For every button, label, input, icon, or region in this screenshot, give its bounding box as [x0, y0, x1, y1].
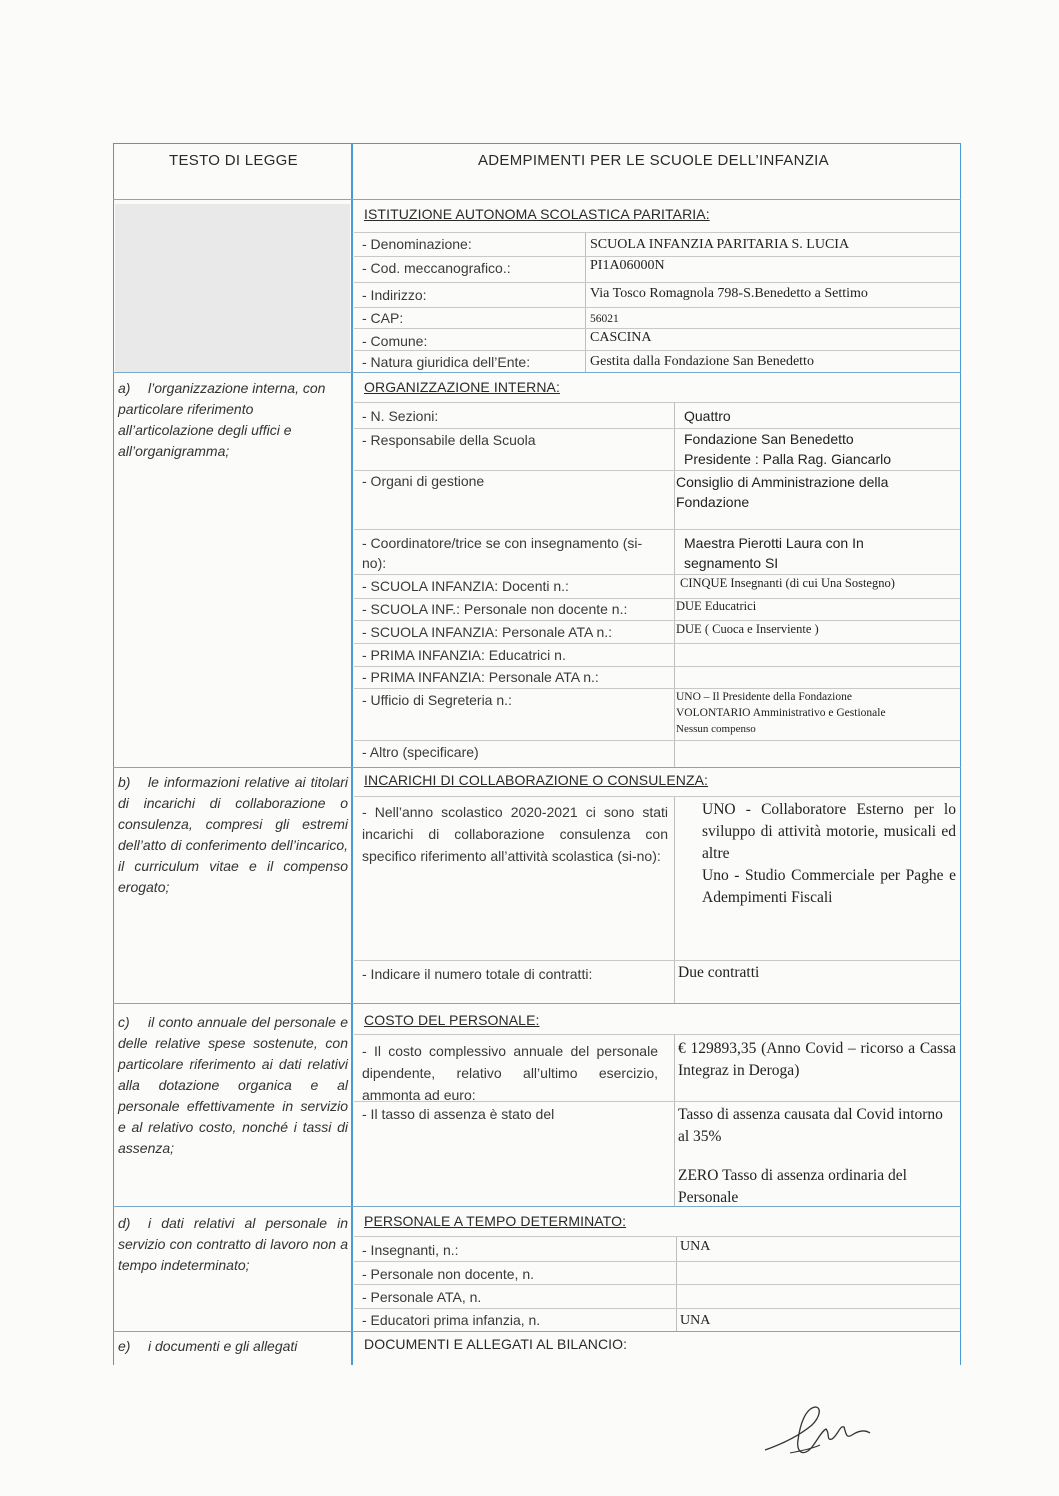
- field-value: € 129893,35 (Anno Covid – ricorso a Cassa Integraz in Deroga): [678, 1040, 956, 1079]
- row-line: [354, 307, 960, 308]
- row-line: [354, 1236, 960, 1237]
- field-value: Tasso di assenza causata dal Covid intorno al 35%: [678, 1106, 943, 1145]
- field-value: Presidente : Palla Rag. Giancarlo: [684, 451, 891, 467]
- field-label: - PRIMA INFANZIA: Personale ATA n.:: [362, 669, 599, 685]
- personale-title: PERSONALE A TEMPO DETERMINATO:: [364, 1213, 627, 1229]
- row-line: [354, 960, 960, 961]
- field-label: - Personale non docente, n.: [362, 1266, 535, 1282]
- law-text-b: [118, 772, 348, 898]
- field-label: - Educatori prima infanzia, n.: [362, 1312, 541, 1328]
- field-label: - Indirizzo:: [362, 287, 427, 303]
- header-left: TESTO DI LEGGE: [169, 152, 298, 169]
- row-line: [354, 1034, 960, 1035]
- law-text: i dati relativi al personale in servizio con contratto di lavoro non a tempo indeterminato;: [118, 1215, 348, 1273]
- row-line: [354, 350, 960, 351]
- row-line: [354, 470, 960, 471]
- row-line: [354, 574, 960, 575]
- field-label: - SCUOLA INF.: Personale non docente n.:: [362, 601, 628, 617]
- row-line: [354, 796, 960, 797]
- istituzione-title: ISTITUZIONE AUTONOMA SCOLASTICA PARITARIA:: [364, 206, 710, 222]
- field-value: Uno - Studio Commerciale per Paghe e Adempimenti Fiscali: [702, 867, 956, 906]
- law-text-c: [118, 1012, 348, 1159]
- column-divider: [351, 143, 353, 1365]
- row-line: [354, 1261, 960, 1262]
- field-label: - N. Sezioni:: [362, 408, 439, 424]
- field-label: - Altro (specificare): [362, 744, 479, 760]
- field-label: - SCUOLA INFANZIA: Docenti n.:: [362, 578, 569, 594]
- field-label: - Nell’anno scolastico 2020-2021 ci sono stati incarichi di collaborazione consulenza con specifico riferimento all’attività scolastica (si-no):: [362, 804, 668, 864]
- row-line: [354, 282, 960, 283]
- header-divider: [113, 199, 961, 200]
- inner-col: [674, 796, 675, 1003]
- row-divider: [113, 1003, 961, 1004]
- law-text: il conto annuale del personale e delle relative spese sostenute, con particolare riferimento ai dati relativi alla dotazione organica e al personale effettivamente in servizio e al relativo costo, nonché i tassi di assenza;: [118, 1014, 348, 1156]
- field-label: - Il tasso di assenza è stato del: [362, 1106, 555, 1122]
- field-value: UNA: [680, 1313, 711, 1328]
- row-line: [354, 1308, 960, 1309]
- field-value: Fondazione San Benedetto: [684, 431, 854, 447]
- field-label: - SCUOLA INFANZIA: Personale ATA n.:: [362, 624, 613, 640]
- field-label: - PRIMA INFANZIA: Educatrici n.: [362, 647, 566, 663]
- costo-title: COSTO DEL PERSONALE:: [364, 1012, 540, 1028]
- row-divider: [113, 1331, 961, 1332]
- section-letter: d): [118, 1215, 131, 1231]
- field-value: PI1A06000N: [590, 258, 665, 273]
- field-label: - Comune:: [362, 333, 428, 349]
- field-value: CINQUE Insegnanti (di cui Una Sostegno): [680, 576, 895, 590]
- row-line: [354, 1284, 960, 1285]
- field-value: Consiglio di Amministrazione della Fondazione: [676, 474, 889, 510]
- row-line: [354, 740, 960, 741]
- inner-col: [585, 232, 586, 372]
- row-divider: [113, 767, 961, 768]
- row-line: [354, 529, 960, 530]
- incarichi-title: INCARICHI DI COLLABORAZIONE O CONSULENZA:: [364, 772, 709, 788]
- section-letter: e): [118, 1338, 131, 1354]
- law-text-a: [118, 378, 348, 462]
- law-text: l’organizzazione interna, con particolare riferimento all’articolazione degli uffici e all’organigramma;: [118, 380, 326, 459]
- field-value: UNO - Collaboratore Esterno per lo sviluppo di attività motorie, musicali ed altre: [702, 801, 956, 862]
- row-line: [354, 328, 960, 329]
- field-value: DUE Educatrici: [676, 599, 757, 613]
- section-letter: b): [118, 774, 131, 790]
- field-value: DUE ( Cuoca e Inserviente ): [676, 622, 819, 636]
- law-text-d: [118, 1213, 348, 1276]
- inner-col: [674, 1034, 675, 1206]
- field-label: - Coordinatore/trice se con insegnamento (si-no):: [362, 535, 643, 571]
- field-label: - Ufficio di Segreteria n.:: [362, 692, 512, 708]
- gray-block: [115, 204, 350, 372]
- field-value: UNO – Il Presidente della Fondazione: [676, 691, 852, 703]
- field-value: Due contratti: [678, 964, 760, 981]
- field-value: CASCINA: [590, 330, 652, 345]
- signature: [760, 1395, 880, 1465]
- field-value: Quattro: [684, 408, 731, 424]
- field-value: UNA: [680, 1239, 711, 1254]
- row-line: [354, 232, 960, 233]
- field-label: - Il costo complessivo annuale del personale dipendente, relativo all’ultimo esercizio, ammonta ad euro:: [362, 1043, 658, 1103]
- field-value: VOLONTARIO Amministrativo e Gestionale: [676, 707, 886, 719]
- field-label: - Responsabile della Scuola: [362, 432, 536, 448]
- header-right: ADEMPIMENTI PER LE SCUOLE DELL’INFANZIA: [478, 152, 829, 169]
- row-line: [354, 643, 960, 644]
- law-text: i documenti e gli allegati: [148, 1338, 298, 1354]
- row-line: [354, 666, 960, 667]
- documenti-title: DOCUMENTI E ALLEGATI AL BILANCIO:: [364, 1336, 628, 1352]
- row-line: [354, 256, 960, 257]
- organizzazione-title: ORGANIZZAZIONE INTERNA:: [364, 379, 560, 395]
- field-label: - Insegnanti, n.:: [362, 1242, 459, 1258]
- field-value: Gestita dalla Fondazione San Benedetto: [590, 354, 814, 369]
- section-letter: c): [118, 1014, 130, 1030]
- field-value: Via Tosco Romagnola 798-S.Benedetto a Settimo: [590, 286, 868, 301]
- field-value: ZERO Tasso di assenza ordinaria del Personale: [678, 1167, 907, 1206]
- row-line: [354, 620, 960, 621]
- field-label: - Denominazione:: [362, 236, 472, 252]
- row-line: [354, 402, 960, 403]
- field-label: - Organi di gestione: [362, 473, 485, 489]
- field-value: 56021: [590, 313, 619, 325]
- field-label: - Cod. meccanografico.:: [362, 260, 511, 276]
- field-label: - Indicare il numero totale di contratti:: [362, 966, 593, 982]
- field-value: Maestra Pierotti Laura con In segnamento SI: [684, 535, 864, 571]
- field-value: SCUOLA INFANZIA PARITARIA S. LUCIA: [590, 237, 850, 252]
- field-label: - Personale ATA, n.: [362, 1289, 482, 1305]
- inner-col: [674, 402, 675, 767]
- section-letter: a): [118, 380, 131, 396]
- row-line: [354, 598, 960, 599]
- row-line: [354, 688, 960, 689]
- field-label: - CAP:: [362, 310, 404, 326]
- law-text-e: [118, 1336, 348, 1357]
- row-divider: [113, 372, 961, 373]
- field-value: Nessun compenso: [676, 723, 756, 735]
- field-label: - Natura giuridica dell’Ente:: [362, 354, 531, 370]
- law-text: le informazioni relative ai titolari di incarichi di collaborazione o consulenza, compresi gli estremi dell’atto di conferimento dell’incarico, il curriculum vitae e il compenso erogato;: [118, 774, 348, 895]
- row-line: [354, 428, 960, 429]
